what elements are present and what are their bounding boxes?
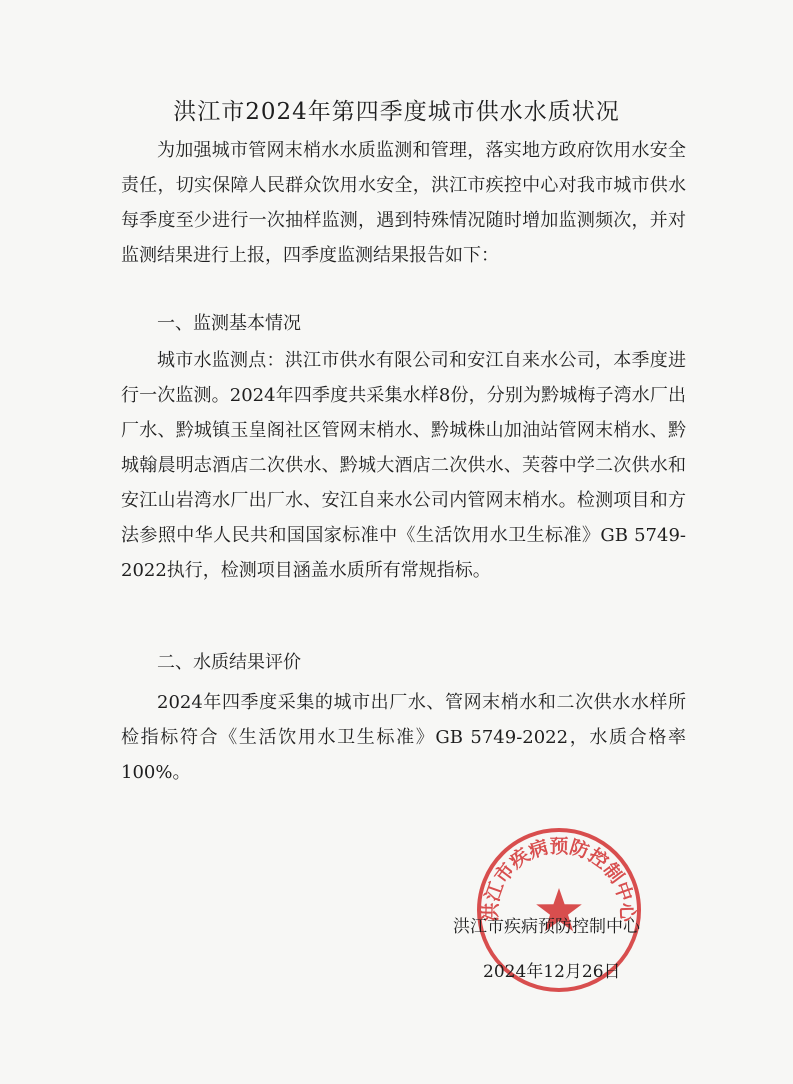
signature-organization: 洪江市疾病预防控制中心: [453, 917, 640, 937]
intro-paragraph: 为加强城市管网末梢水水质监测和管理，落实地方政府饮用水安全责任，切实保障人民群众饮用水安全，洪江市疾控中心对我市城市供水每季度至少进行一次抽样监测，遇到特殊情况随时增加监测频次，并对监测结果进行上报，四季度监测结果报告如下：: [121, 140, 686, 266]
section1-paragraph: 城市水监测点：洪江市供水有限公司和安江自来水公司，本季度进行一次监测。2024年四季度共采集水样8份，分别为黔城梅子湾水厂出厂水、黔城镇玉皇阁社区管网末梢水、黔城株山加油站管网末梢水、黔城翰晨明志酒店二次供水、黔城大酒店二次供水、芙蓉中学二次供水和安江山岩湾水厂出厂水、安江自来水公司内管网末梢水。检测项目和方法参照中华人民共和国国家标准中《生活饮用水卫生标准》GB 5749-2022执行，检测项目涵盖水质所有常规指标。: [121, 350, 686, 581]
section2-heading: 二、水质结果评价: [157, 652, 301, 673]
document-title: 洪江市2024年第四季度城市供水水质状况: [173, 99, 620, 125]
seal-text: 洪江市疾病预防控制中心: [479, 835, 639, 923]
signature-date: 2024年12月26日: [483, 962, 621, 982]
section1-heading: 一、监测基本情况: [157, 313, 301, 334]
section2-paragraph: 2024年四季度采集的城市出厂水、管网末梢水和二次供水水样所检指标符合《生活饮用水卫生标准》GB 5749-2022，水质合格率100%。: [121, 692, 686, 783]
